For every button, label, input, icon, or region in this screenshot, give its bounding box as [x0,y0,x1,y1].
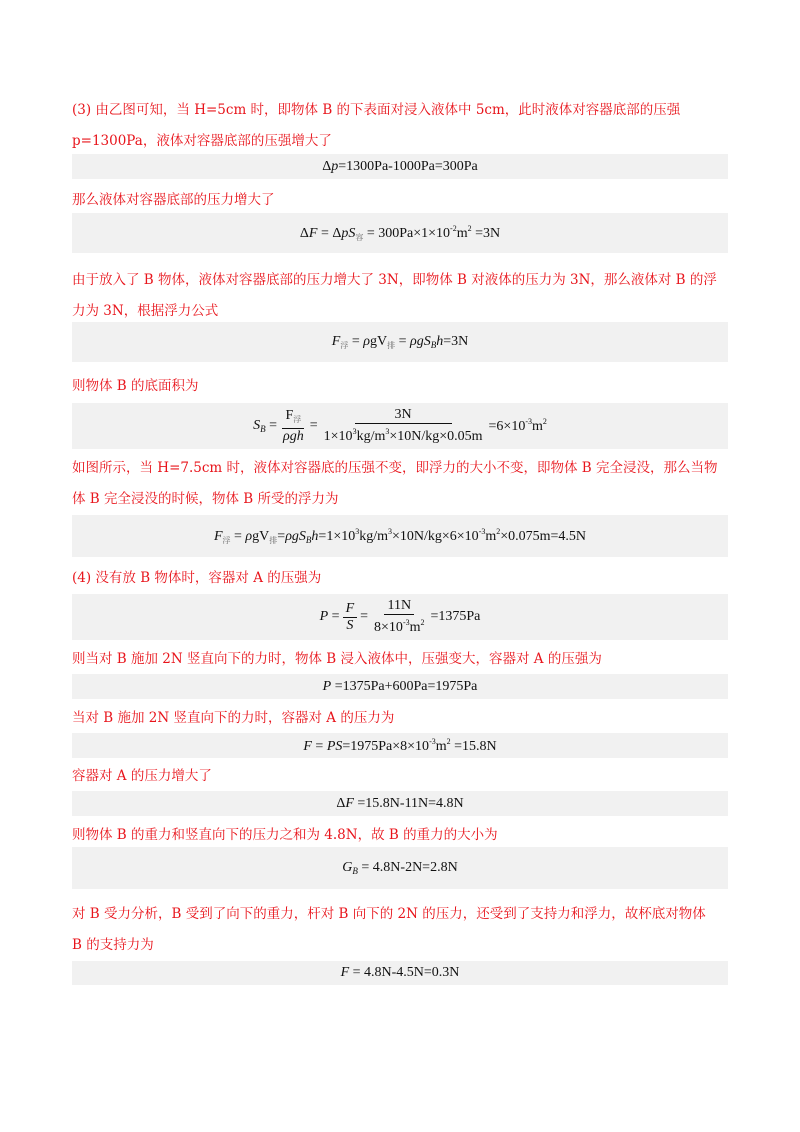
equation-pressure-no-b: P = $\frac{F}{S}$ = $\frac{11N}{8\times 10^{-3}m^2}$ =1375Pa [72,594,728,640]
part3-text-line-4: 由于放入了 B 物体，液体对容器底部的压力增大了 3N，即物体 B 对液体的压力为 3N，那么液体对 B 的浮 [72,272,717,288]
part3-text-line-1: (3) 由乙图可知，当 H=5cm 时，即物体 B 的下表面对浸入液体中 5cm，此时液体对容器底部的压强 [72,102,681,118]
part4-text-line-2: 则当对 B 施加 2N 竖直向下的力时，物体 B 浸入液体中，压强变大，容器对 A 的压强为 [72,651,602,667]
part4-text-line-7: B 的支持力为 [72,937,154,953]
part3-text-line-6: 则物体 B 的底面积为 [72,378,199,394]
equation-support-force: F = 4.8N-4.5N=0.3N [72,961,728,985]
part3-text-line-2: p=1300Pa，液体对容器底部的压强增大了 [72,133,332,149]
equation-base-area: $S_B$ = $\frac{F_浮}{\text{ρgh}}$ = $\frac{3N}{1\times 10^3kg/m^3\times 10N/kg\times 0.05m}$ $=6\times 10^{-3}m^2$ [72,403,728,449]
part4-text-line-4: 容器对 A 的压力增大了 [72,768,212,784]
equation-force-on-a: $F = PS=1975Pa\times 8\times 10^{-3}m^2 =15.8N$ [72,733,728,758]
equation-pressure-with-b: P =1375Pa+600Pa=1975Pa [72,674,728,699]
part4-text-line-6: 对 B 受力分析，B 受到了向下的重力，杆对 B 向下的 2N 的压力，还受到了支持力和浮力，故杯底对物体 [72,906,706,922]
part4-text-line-1: (4) 没有放 B 物体时，容器对 A 的压强为 [72,570,322,586]
part4-text-line-5: 则物体 B 的重力和竖直向下的压力之和为 4.8N，故 B 的重力的大小为 [72,827,498,843]
equation-full-buoyancy: $F_浮 = \rho gV_排=\rho gS_Bh=1\times 10^3kg/m^3\times 10N/kg\times 6\times 10^{-3}m^2\times 0.075m=4.5N$ [72,515,728,557]
equation-gravity-b: $G_B = 4.8N-2N=2.8N$ [72,847,728,889]
part3-text-line-3: 那么液体对容器底部的压力增大了 [72,192,275,208]
part4-text-line-3: 当对 B 施加 2N 竖直向下的力时，容器对 A 的压力为 [72,710,395,726]
equation-buoyancy-formula: $F_浮 = \rho gV_排 = \rho gS_Bh=3N$ [72,322,728,362]
equation-force-increase: ΔF =15.8N-11N=4.8N [72,791,728,816]
part3-text-line-5: 力为 3N，根据浮力公式 [72,303,219,319]
part3-text-line-7: 如图所示，当 H=7.5cm 时，液体对容器底的压强不变，即浮力的大小不变，即物体 B 完全浸没，那么当物 [72,460,718,476]
equation-delta-f: $\Delta F = \Delta pS_容 = 300Pa\times 1\times 10^{-2}m^2 =3N$ [72,213,728,253]
part3-text-line-8: 体 B 完全浸没的时候，物体 B 所受的浮力为 [72,491,339,507]
equation-delta-p: Δp=1300Pa-1000Pa=300Pa [72,154,728,179]
